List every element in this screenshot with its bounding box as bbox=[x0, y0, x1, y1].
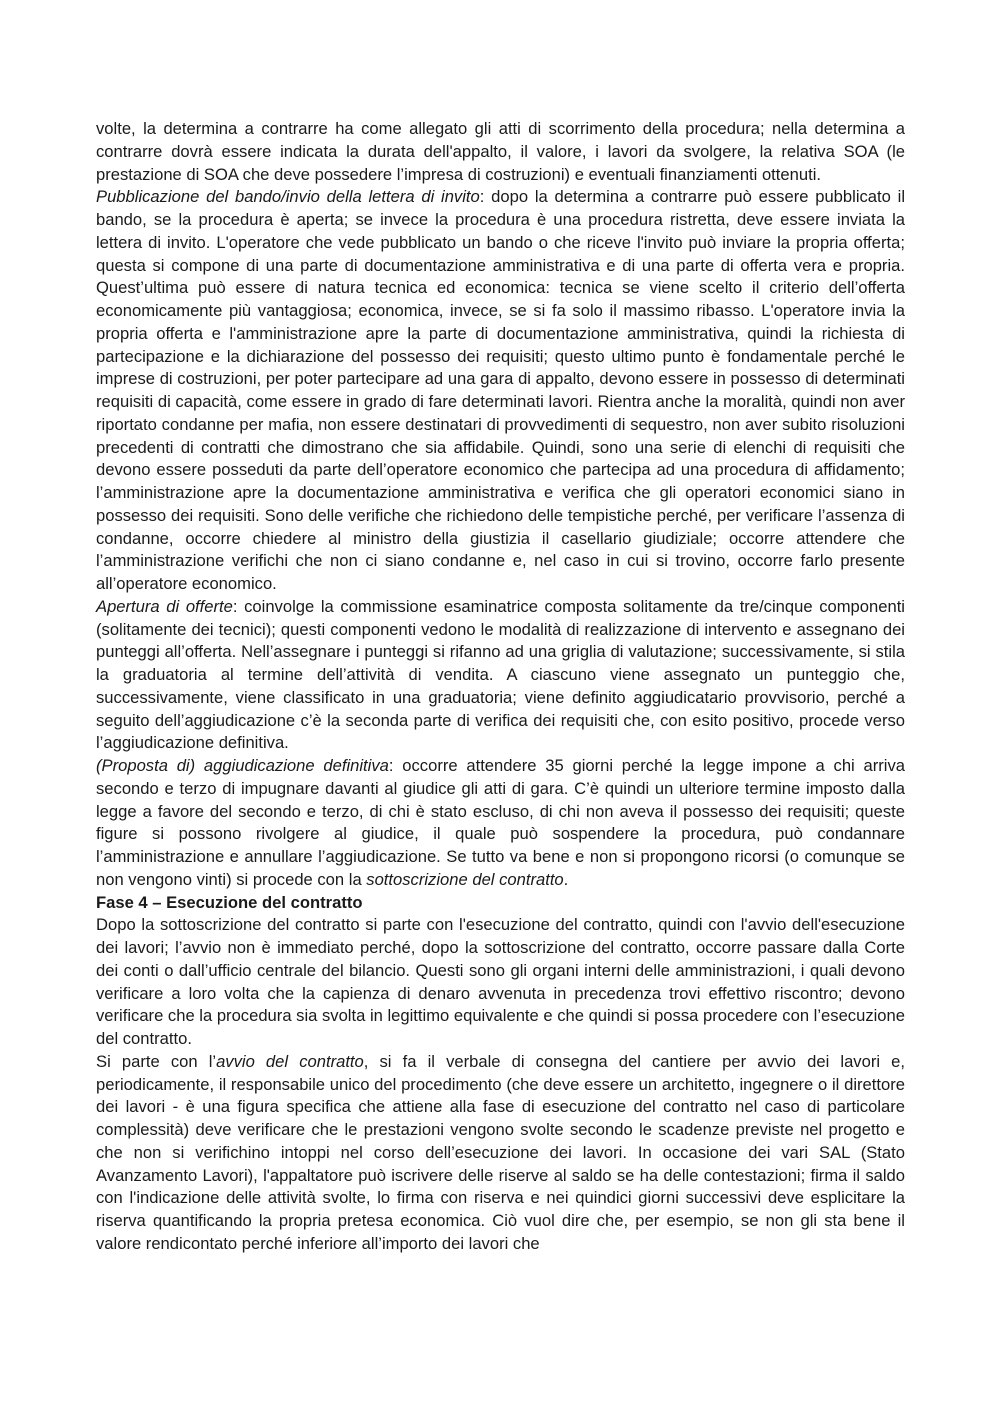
paragraph-body-aggiudicazione: : occorre attendere 35 giorni perché la legge impone a chi arriva secondo e terzo di impugnare davanti al giudice gli atti di gara. C’è quindi un ulteriore termine imposto dalla legge a favore del secondo e terzo, di chi è stato escluso, di chi non aveva il possesso dei requisiti; queste figure si possono rivolgere al giudice, il quale può sospendere la procedura, può condannare l’amministrazione e annullare l’aggiudicazione. Se tutto va bene e non si propongono ricorsi (o comunque se non vengono vinti) si procede con la bbox=[96, 756, 905, 889]
paragraph-aggiudicazione bbox=[96, 755, 905, 892]
paragraph-determina: volte, la determina a contrarre ha come allegato gli atti di scorrimento della procedura; nella determina a contrarre dovrà essere indicata la durata dell'appalto, il valore, i lavori da svolgere, la relativa SOA (le prestazione di SOA che deve possedere l’impresa di costruzioni) e eventuali finanziamenti ottenuti. bbox=[96, 119, 905, 184]
paragraph-avvio-contratto bbox=[96, 1051, 905, 1256]
paragraph-em-avvio: avvio del contratto bbox=[216, 1051, 364, 1071]
paragraph-body-pubblicazione: : dopo la determina a contrarre può essere pubblicato il bando, se la procedura è aperta; se invece la procedura è una procedura ristretta, deve essere inviata la lettera di invito. L'operatore che vede pubblicato un bando o che riceve l'invito può inviare la propria offerta; questa si compone di una parte di documentazione amministrativa e di una parte di offerta vera e propria. Quest’ultima può essere di natura tecnica ed economica: tecnica se viene scelto il criterio dell’offerta economicamente più vantaggiosa; economica, invece, se si fa solo il massimo ribasso. L'operatore invia la propria offerta e l'amministrazione apre la parte di documentazione amministrativa, quindi la richiesta di partecipazione e la dichiarazione del possesso dei requisiti; questo ultimo punto è fondamentale perché le imprese di costruzioni, per poter partecipare ad una gara di appalto, devono essere in possesso di determinati requisiti di capacità, come essere in grado di fare determinati lavori. Rientra anche la moralità, quindi non aver riportato condanne per mafia, non essere destinatari di provvedimenti di sequestro, non aver subito risoluzioni precedenti di contratti che dimostrano che sia affidabile. Quindi, sono una serie di elenchi di requisiti che devono essere posseduti da parte dell’operatore economico che partecipa ad una procedura di affidamento; l’amministrazione apre la documentazione amministrativa e verifica che gli operatori economici siano in possesso dei requisiti. Sono delle verifiche che richiedono delle tempistiche perché, per verificare l’assenza di condanne, occorre chiedere al ministro della giustizia il casellario giudiziale; occorre attendere che l’amministrazione verifichi che non ci siano condanne e, nel caso in cui si trovino, occorre farlo presente all’operatore economico. bbox=[96, 187, 906, 593]
paragraph-lead-apertura: Apertura di offerte bbox=[96, 596, 233, 616]
paragraph-pubblicazione-bando bbox=[96, 186, 905, 596]
paragraph-lead-pubblicazione: Pubblicazione del bando/invio della lettera di invito bbox=[96, 187, 480, 207]
paragraph-start-avvio: Si parte con l’ bbox=[96, 1051, 217, 1071]
paragraph-body-apertura: : coinvolge la commissione esaminatrice composta solitamente da tre/cinque componenti (solitamente dei tecnici); questi componenti vedono le modalità di realizzazione di intervento e assegnano dei punteggi all’offerta. Nell’assegnare i punteggi si rifanno ad una griglia di valutazione; successivamente, si stila la graduatoria al termine dell’attività di vendita. A ciascuno viene assegnato un punteggio che, successivamente, viene classificato in una graduatoria; viene definito aggiudicatario provvisorio, perché a seguito dell’aggiudicazione c’è la seconda parte di verifica dei requisiti che, con esito positivo, procede verso l’aggiudicazione definitiva. bbox=[96, 596, 905, 753]
paragraph-end-aggiudicazione: . bbox=[563, 869, 569, 889]
paragraph-lead-aggiudicazione: (Proposta di) aggiudicazione definitiva bbox=[96, 756, 389, 775]
paragraph-apertura-offerte bbox=[96, 596, 905, 755]
paragraph-esecuzione: Dopo la sottoscrizione del contratto si parte con l'esecuzione del contratto, quindi con l'avvio dell'esecuzione dei lavori; l’avvio non è immediato perché, dopo la sottoscrizione del contratto, occorre passare dalla Corte dei conti o dall’ufficio centrale del bilancio. Questi sono gli organi interni delle amministrazioni, i quali devono verificare a loro volta che la capienza di denaro avvenuta in precedenza trovi effettivo riscontro; devono verificare che la procedura sia svolta in legittimo equivalente e che quindi si possa procedere con l’esecuzione del contratto. bbox=[96, 915, 905, 1048]
paragraph-em-sottoscrizione: sottoscrizione del contratto bbox=[366, 869, 564, 889]
section-heading-fase4: Fase 4 – Esecuzione del contratto bbox=[96, 892, 363, 912]
document-page bbox=[96, 118, 905, 1256]
paragraph-body-avvio: , si fa il verbale di consegna del cantiere per avvio dei lavori e, periodicamente, il responsabile unico del procedimento (che deve essere un architetto, ingegnere o il direttore dei lavori - è una figura specifica che attiene alla fase di esecuzione del contratto nel caso di particolare complessità) deve verificare che le prestazioni vengono svolte secondo le scadenze previste nel progetto e che non si verifichino intoppi nel corso dell’esecuzione dei lavori. In occasione dei vari SAL (Stato Avanzamento Lavori), l'appaltatore può iscrivere delle riserve al saldo se ha delle contestazioni; firma il saldo con l'indicazione delle attività svolte, lo firma con riserva e nei quindici giorni successivi deve esplicitare la riserva quantificando la propria pretesa economica. Ciò vuol dire che, per esempio, se non gli sta bene il valore rendicontato perché inferiore all’importo dei lavori che bbox=[96, 1051, 905, 1253]
